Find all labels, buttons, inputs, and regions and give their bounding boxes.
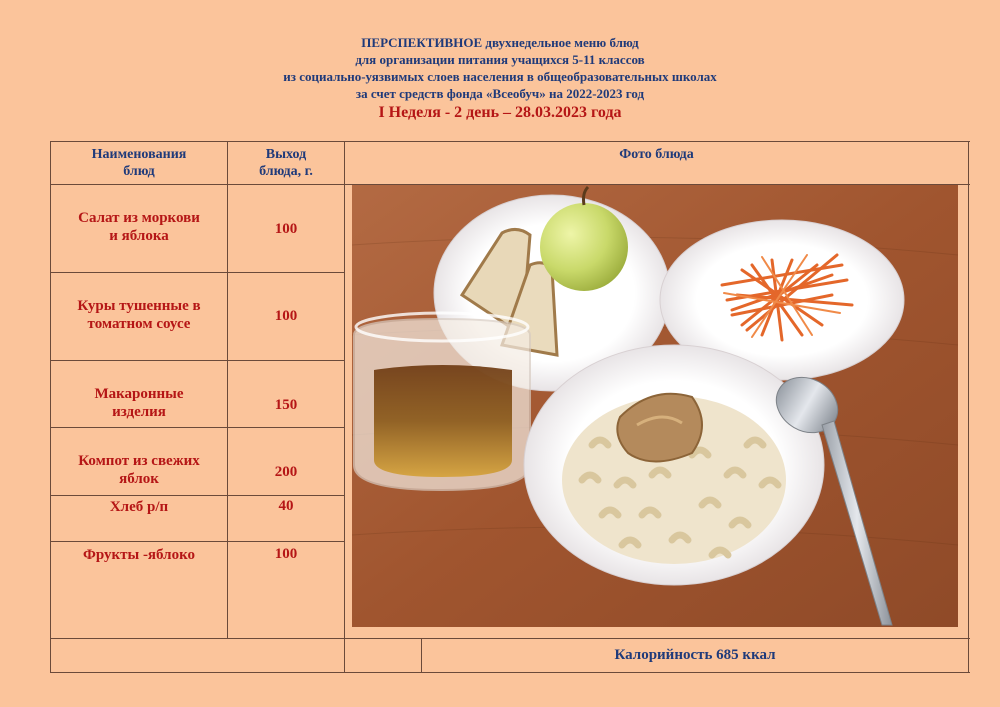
dish-photo — [352, 185, 958, 627]
dish-name-salad — [51, 185, 228, 273]
header-title: ПЕРСПЕКТИВНОЕ двухнедельное меню блюд — [361, 35, 639, 50]
dish-name-chicken — [51, 273, 228, 361]
calorie-spacer — [345, 639, 422, 672]
column-header-dish-name-text: Наименования блюд — [91, 147, 187, 179]
apple — [540, 203, 628, 291]
dish-name-salad-text: Салат из моркови и яблока — [78, 210, 200, 244]
dish-name-compote — [51, 428, 228, 496]
dish-yield-macaroni: 150 — [228, 361, 345, 428]
calorie-total: Калорийность 685 ккал — [614, 647, 776, 663]
dish-name-macaroni-text: Макаронные изделия — [94, 386, 184, 420]
dish-yield-bread: 40 — [228, 496, 345, 542]
dish-yield-fruit: 100 — [228, 542, 345, 639]
dish-photo-cell — [345, 185, 969, 639]
calorie-cell — [345, 639, 969, 673]
header-day-date: I Неделя - 2 день – 28.03.2023 года — [378, 104, 622, 121]
document-header — [0, 34, 1000, 123]
column-header-dish-name — [51, 142, 228, 185]
dish-yield-chicken: 100 — [228, 273, 345, 361]
header-population: из социально-уязвимых слоев населения в общеобразовательных школах — [283, 69, 717, 84]
column-header-photo: Фото блюда — [345, 142, 969, 185]
column-header-yield — [228, 142, 345, 185]
header-funding: за счет средств фонда «Всеобуч» на 2022-2023 год — [355, 86, 645, 101]
column-header-yield-text: Выход блюда, г. — [259, 147, 313, 179]
dish-yield-compote: 200 — [228, 428, 345, 496]
footer-empty-cell — [51, 639, 345, 673]
dish-name-fruit: Фрукты -яблоко — [51, 542, 228, 639]
header-audience: для организации питания учащихся 5-11 классов — [355, 52, 645, 67]
macaroni-bowl — [524, 345, 824, 585]
dish-name-macaroni — [51, 361, 228, 428]
dish-yield-salad: 100 — [228, 185, 345, 273]
compote-glass — [354, 313, 530, 490]
dish-name-compote-text: Компот из свежих яблок — [78, 453, 200, 487]
dish-name-chicken-text: Куры тушенные в томатном соусе — [77, 298, 201, 332]
menu-table — [50, 141, 969, 673]
dish-name-bread: Хлеб р/п — [51, 496, 228, 542]
